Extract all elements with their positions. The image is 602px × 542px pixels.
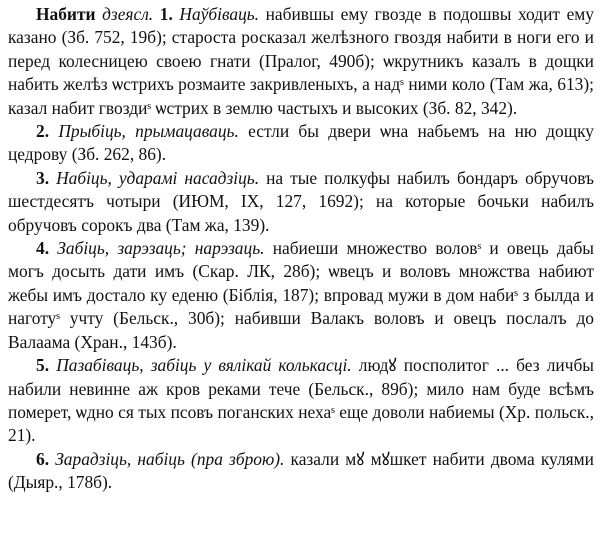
sense-number: 2. (36, 121, 50, 142)
sense-gloss: Наўбіваць. (179, 4, 260, 24)
sense-gloss: Зарадзіць, набіць (пра зброю). (55, 448, 285, 469)
sense-2 (8, 120, 594, 167)
sense-number: 3. (36, 167, 50, 188)
sense-citations: набиеши множество воловˢ и овець дабы могъ досыть дати имъ (Скар. ЛК, 28б); ѡвецъ и воловъ множства набиют жебы имъ достало ку еденю (Біблія, 187); впровад мужи в дом набиˢ з былда и наготуˢ учту (Бельск., 30б); набивши Валакъ воловъ и овецъ послалъ до Валаама (Хран., 143б). (8, 238, 594, 352)
sense-number: 4. (36, 238, 50, 259)
sense-number: 1. (159, 4, 173, 24)
headword: Набити (36, 4, 96, 24)
sense-4 (8, 237, 594, 354)
sense-citations: людꙋ посполитог ... без личбы набили невинне аж кров реками тече (Бельск., 89б); мило нам буде всѣмъ померет, ѡдно ся тых псовъ поганских нехаˢ еще доволи набиемы (Хр. польск., 21). (8, 355, 594, 446)
sense-gloss: Прыбіць, прымацаваць. (58, 121, 239, 142)
sense-gloss: Забіць, зарэзаць; нарэзаць. (57, 238, 265, 259)
sense-citations: естли бы двери ѡна набьемъ на ню дощку цедрову (Зб. 262, 86). (8, 121, 594, 165)
sense-6 (8, 448, 594, 495)
sense-citations: казали мꙋ мꙋшкет набити двома кулями (Дыяр., 178б). (8, 448, 594, 493)
sense-5 (8, 354, 594, 448)
sense-gloss: Пазабіваць, забіць у вялікай колькасці. (56, 355, 352, 376)
sense-1 (8, 3, 594, 120)
sense-number: 6. (36, 448, 50, 469)
sense-gloss: Набіць, ударамі насадзіць. (56, 167, 260, 188)
sense-3 (8, 167, 594, 237)
sense-number: 5. (36, 355, 50, 376)
part-of-speech: дзеясл. (102, 4, 154, 24)
sense-citations: на тые полкуфы набилъ бондаръ обручовъ шестдесятъ чотыри (ИЮМ, IX, 127, 1692); на которые бочьки набилъ обручовъ сорокъ два (Там жа, 139). (8, 167, 594, 235)
sense-citations: набившы ему гвозде в подошвы ходит ему казано (Зб. 752, 19б); староста росказал желѣзного гвоздя набити в ноги его и перед колесницею своею гнати (Пралог, 490б); ѡкрутникъ казалъ в дощки набить желѣз ѡстрихъ розмаите закривленыхъ, а надˢ ними коло (Там жа, 613); казал набит гвоздиˢ ѡстрих в землю частыхъ и высоких (Зб. 82, 342). (8, 4, 594, 118)
